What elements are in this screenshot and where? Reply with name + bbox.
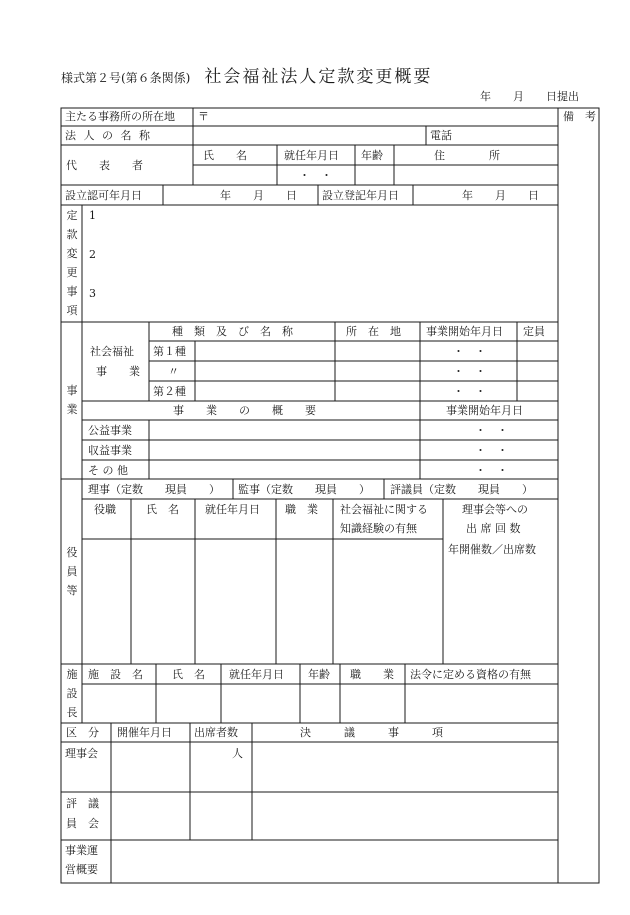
biz-capacity-header: 定員 (523, 325, 545, 338)
rep-name-header: 氏 名 (203, 149, 247, 162)
amend-label: 定款変更事項 (66, 209, 78, 317)
councilors-count: 評議員（定数 現員 ） (390, 483, 533, 496)
biz-overview-header: 事 業 の 概 要 (173, 404, 316, 417)
type2-label: 第２種 (153, 385, 186, 398)
biz-location-header: 所 在 地 (346, 325, 401, 338)
biz-kind-name-header: 種 類 及 び 名 称 (172, 325, 293, 338)
form-title: 社会福祉法人定款変更概要 (204, 67, 433, 87)
occupation-header: 職 業 (285, 503, 318, 516)
remarks-label: 備 考 (563, 110, 596, 123)
council-label-2: 員 会 (66, 817, 99, 830)
form-number: 様式第２号(第６条関係) (61, 71, 191, 85)
category-header: 区 分 (66, 726, 99, 739)
other-date-dots: ・ ・ (475, 464, 508, 477)
biz-date-dots-1: ・ ・ (453, 345, 486, 358)
submission-date: 年 月 日提出 (480, 90, 579, 103)
operation-label-2: 営概要 (65, 863, 98, 876)
office-label: 主たる事務所の所在地 (65, 110, 175, 123)
position-header: 役職 (94, 503, 116, 516)
profit-biz-label: 収益事業 (88, 444, 132, 457)
est-registration-date: 年 月 日 (462, 189, 539, 202)
auditors-count: 監事（定数 現員 ） (238, 483, 370, 496)
resolutions-header: 決 議 事 項 (300, 726, 443, 739)
attendees-header: 出席者数 (194, 726, 238, 739)
rep-address-header: 住 所 (434, 149, 500, 162)
ditto-label: 〃 (168, 365, 179, 378)
est-registration-label: 設立登記年月日 (322, 189, 399, 202)
type1-label: 第１種 (153, 345, 186, 358)
operation-label-1: 事業運 (65, 844, 98, 857)
attendance-header-2: 出 席 回 数 (466, 522, 521, 535)
amend-item-2: 2 (89, 248, 96, 261)
officer-appointed-header: 就任年月日 (205, 503, 260, 516)
attendance-header-3: 年開催数／出席数 (448, 543, 536, 556)
public-date-dots: ・ ・ (475, 424, 508, 437)
profit-date-dots: ・ ・ (475, 444, 508, 457)
council-label-1: 評 議 (66, 797, 99, 810)
representative-label: 代 表 者 (66, 159, 143, 172)
amend-item-1: 1 (89, 209, 96, 222)
phone-label: 電話 (430, 129, 452, 142)
corp-name-label: 法 人 の 名 称 (65, 129, 152, 142)
business-label: 事業 (66, 384, 78, 416)
qualification-header: 法令に定める資格の有無 (410, 668, 531, 681)
est-approval-date: 年 月 日 (220, 189, 297, 202)
social-welfare-label: 社会福祉 (90, 345, 134, 358)
public-biz-label: 公益事業 (88, 424, 132, 437)
officers-label: 役員等 (66, 546, 78, 597)
fh-appointed-header: 就任年月日 (229, 668, 284, 681)
attendance-header-1: 理事会等への (462, 503, 528, 516)
biz-date-dots-2: ・ ・ (453, 365, 486, 378)
rep-appointed-header: 就任年月日 (284, 149, 339, 162)
knowledge-header-2: 知識経験の有無 (340, 522, 417, 535)
biz-date-dots-3: ・ ・ (453, 385, 486, 398)
held-date-header: 開催年月日 (117, 726, 172, 739)
knowledge-header-1: 社会福祉に関する (340, 503, 428, 516)
board-label: 理事会 (65, 747, 98, 760)
facility-head-label: 施設長 (66, 668, 78, 719)
board-person-unit: 人 (232, 747, 243, 760)
fh-occupation-header: 職 業 (350, 668, 394, 681)
rep-date-dots: ・ ・ (299, 169, 332, 182)
fh-age-header: 年齢 (308, 668, 330, 681)
est-approval-label: 設立認可年月日 (65, 189, 142, 202)
facility-name-header: 施 設 名 (88, 668, 143, 681)
officer-name-header: 氏 名 (146, 503, 179, 516)
business-sub-label: 事 業 (96, 365, 140, 378)
postal-mark: 〒 (198, 110, 209, 123)
directors-count: 理事（定数 現員 ） (88, 483, 220, 496)
other-biz-label: そ の 他 (88, 464, 128, 477)
fh-name-header: 氏 名 (172, 668, 205, 681)
biz-start-header: 事業開始年月日 (426, 325, 503, 338)
biz-start-header-2: 事業開始年月日 (446, 404, 523, 417)
amend-item-3: 3 (89, 287, 96, 300)
rep-age-header: 年齢 (361, 149, 383, 162)
